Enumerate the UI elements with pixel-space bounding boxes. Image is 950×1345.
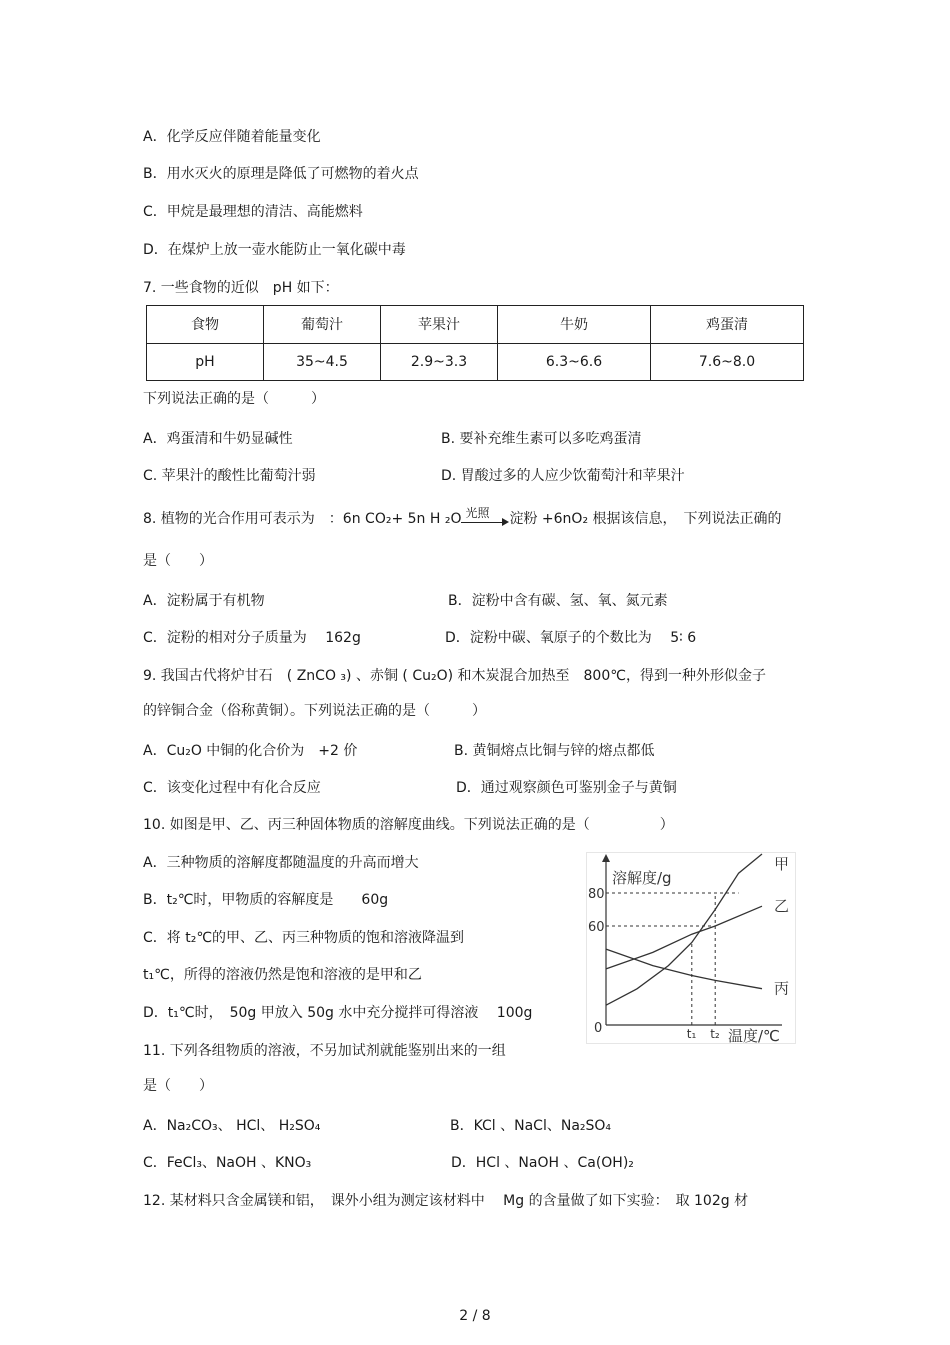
q9-option-c: C．该变化过程中有化合反应 <box>143 780 321 796</box>
q11-stem-line2: 是（ ） <box>143 1078 213 1094</box>
q9-stem-line2: 的锌铜合金（俗称黄铜）。下列说法正确的是（ ） <box>143 703 486 719</box>
ph-table <box>146 305 804 381</box>
ph-table-cell: 35~4.5 <box>264 343 381 381</box>
ph-table-cell: 鸡蛋清 <box>651 306 804 344</box>
ph-table-cell: 葡萄汁 <box>264 306 381 344</box>
ph-table-cell: 7.6~8.0 <box>651 343 804 381</box>
q7-option-a: A．鸡蛋清和牛奶显碱性 <box>143 431 293 447</box>
arrow-label: 光照 <box>465 506 490 520</box>
q10-option-a: A．三种物质的溶解度都随温度的升高而增大 <box>143 855 419 871</box>
q10-option-d: D．t₁℃时， 50g 甲放入 50g 水中充分搅拌可得溶液 100g <box>143 1005 533 1021</box>
solubility-chart <box>586 852 796 1044</box>
q11-stem-line1: 11. 下列各组物质的溶液，不另加试剂就能鉴别出来的一组 <box>143 1043 506 1059</box>
y-axis-label: 溶解度/g <box>612 869 672 887</box>
x-tick-label: t₂ <box>710 1027 720 1041</box>
q9-stem-line1: 9. 我国古代将炉甘石 ( ZnCO ₃) 、赤铜 ( Cu₂O) 和木炭混合加热至 800℃，得到一种外形似金子 <box>143 668 766 684</box>
ph-table-cell: 苹果汁 <box>381 306 498 344</box>
q8-option-d: D．淀粉中碳、氧原子的个数比为 5∶ 6 <box>445 630 697 646</box>
q11-option-c: C．FeCl₃、NaOH 、KNO₃ <box>143 1155 312 1171</box>
q7-option-c: C. 苹果汁的酸性比葡萄汁弱 <box>143 468 316 484</box>
q8-stem <box>143 506 782 528</box>
y-axis-arrow-icon <box>602 854 610 862</box>
q10-option-b: B．t₂℃时，甲物质的容解度是 60g <box>143 892 389 908</box>
q9-option-b: B. 黄铜熔点比铜与锌的熔点都低 <box>454 743 655 759</box>
page-number: 2 / 8 <box>459 1308 491 1324</box>
q6-option-b: B．用水灭火的原理是降低了可燃物的着火点 <box>143 166 419 182</box>
x-tick-label: t₁ <box>686 1027 697 1041</box>
series-label: 丙 <box>774 979 790 998</box>
ph-table-cell: 6.3~6.6 <box>498 343 651 381</box>
ph-table-cell: 牛奶 <box>498 306 651 344</box>
series-label: 乙 <box>774 897 790 916</box>
series-curve-丙 <box>606 949 762 989</box>
q9-option-d: D．通过观察颜色可鉴别金子与黄铜 <box>456 780 677 796</box>
y-tick-label: 80 <box>588 887 605 902</box>
q11-option-a: A．Na₂CO₃、 HCl、 H₂SO₄ <box>143 1118 321 1134</box>
x-axis-label: 温度/℃ <box>728 1027 780 1044</box>
ph-table-cell: pH <box>147 343 264 381</box>
q10-option-c-line2: t₁℃，所得的溶液仍然是饱和溶液的是甲和乙 <box>143 967 422 983</box>
ph-table-header-row <box>147 306 804 344</box>
ph-table-cell: 食物 <box>147 306 264 344</box>
q10-stem: 10. 如图是甲、乙、丙三种固体物质的溶解度曲线。下列说法正确的是（ ） <box>143 817 674 833</box>
q8-option-a: A．淀粉属于有机物 <box>143 593 265 609</box>
q7-question: 下列说法正确的是（ ） <box>143 391 325 407</box>
q8-stem-line2: 是（ ） <box>143 553 213 569</box>
q7-option-d: D. 胃酸过多的人应少饮葡萄汁和苹果汁 <box>441 468 685 484</box>
q11-option-b: B．KCl 、NaCl、Na₂SO₄ <box>450 1118 612 1134</box>
q12-stem: 12. 某材料只含金属镁和铝， 课外小组为测定该材料中 Mg 的含量做了如下实验： 取 102g 材 <box>143 1193 749 1209</box>
q7-option-b: B. 要补充维生素可以多吃鸡蛋清 <box>441 431 642 447</box>
q8-option-b: B．淀粉中含有碳、氢、氧、氮元素 <box>448 593 668 609</box>
q9-option-a: A．Cu₂O 中铜的化合价为 +2 价 <box>143 743 358 759</box>
q8-stem-after: 淀粉 +6nO₂ 根据该信息， 下列说法正确的 <box>509 511 782 527</box>
q11-option-d: D．HCl 、NaOH 、Ca(OH)₂ <box>451 1155 634 1171</box>
q8-option-c: C．淀粉的相对分子质量为 162g <box>143 630 361 646</box>
origin-label: 0 <box>594 1021 603 1036</box>
q8-stem-before: 8. 植物的光合作用可表示为 ：6n CO₂+ 5n H ₂O <box>143 511 462 527</box>
series-label: 甲 <box>774 855 790 873</box>
q7-stem: 7. 一些食物的近似 pH 如下： <box>143 280 339 296</box>
ph-table-cell: 2.9~3.3 <box>381 343 498 381</box>
q10-option-c-line1: C．将 t₂℃的甲、乙、丙三种物质的饱和溶液降温到 <box>143 930 465 946</box>
ph-table-value-row <box>147 343 804 381</box>
q6-option-c: C．甲烷是最理想的清洁、高能燃料 <box>143 204 363 220</box>
series-curve-乙 <box>606 906 762 969</box>
q6-option-d: D．在煤炉上放一壶水能防止一氧化碳中毒 <box>143 242 406 258</box>
reaction-arrow <box>461 506 509 528</box>
y-tick-label: 60 <box>588 920 605 935</box>
q6-option-a: A．化学反应伴随着能量变化 <box>143 129 321 145</box>
